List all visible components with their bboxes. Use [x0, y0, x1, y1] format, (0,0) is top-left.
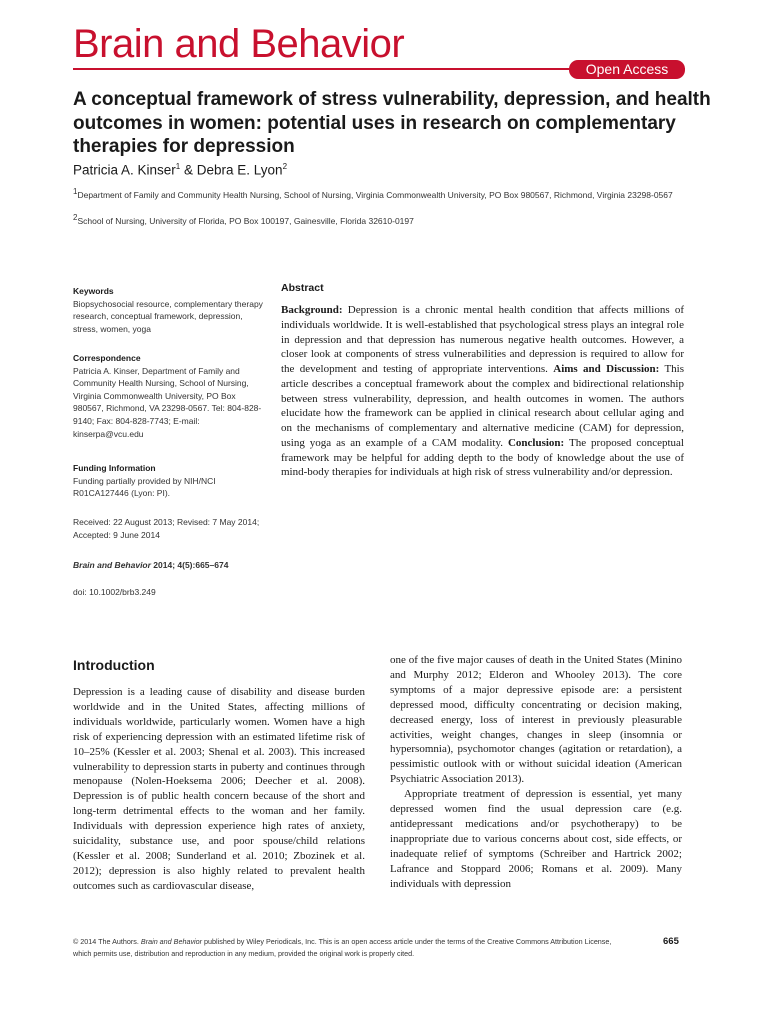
copyright-text: © 2014 The Authors. — [73, 937, 141, 946]
affiliation-text: School of Nursing, University of Florida, PO Box 100197, Gainesville, Florida 32610-0197 — [77, 215, 414, 226]
article-title: A conceptual framework of stress vulnerability, depression, and health outcomes in women: potential uses in research on complementary therapies for depression — [73, 89, 711, 157]
affiliation-1 — [73, 186, 693, 201]
correspondence-block — [73, 352, 265, 440]
funding-text: Funding partially provided by NIH/NCI R01CA127446 (Lyon: PI). — [73, 475, 216, 499]
author-separator: & — [180, 162, 197, 178]
copyright-license: published by Wiley Periodicals, Inc. This is an open access article under the terms of the Creative Commons Attribution License, which permits use, distribution and reproduction in any medium, provided the original work is properly cited. — [73, 937, 612, 958]
keywords-block — [73, 285, 265, 335]
dates-text: Received: 22 August 2013; Revised: 7 May 2014; Accepted: 9 June 2014 — [73, 517, 260, 540]
citation — [73, 559, 265, 572]
citation-journal: Brain and Behavior — [73, 560, 151, 570]
keywords-text: Biopsychosocial resource, complementary therapy research, conceptual framework, depression, stress, women, yoga — [73, 298, 263, 334]
aims-label: Aims and Discussion: — [553, 363, 660, 375]
body-right-column — [390, 653, 682, 892]
doi[interactable]: doi: 10.1002/brb3.249 — [73, 587, 156, 597]
copyright-notice — [73, 936, 613, 959]
abstract-body — [281, 303, 684, 480]
author-name: Debra E. Lyon — [196, 162, 283, 178]
background-label: Background: — [281, 304, 343, 316]
author-name: Patricia A. Kinser — [73, 162, 176, 178]
affiliation-number: 1 — [73, 187, 78, 196]
aims-text: This article describes a conceptual framework about the complex and bidirectional relationship between stress vulnerability, depression, and health outcomes in women. The authors elucidate how the framework can be applied in clinical research about cellular aging and on the mechanisms of complementary and alternative medicine (CAM) for depression, using yoga as an example of a CAM modality. — [281, 363, 685, 449]
funding-block — [73, 462, 265, 500]
citation-volume: 2014; 4(5):665–674 — [150, 560, 229, 570]
keywords-heading: Keywords — [73, 286, 114, 296]
correspondence-text: Patricia A. Kinser, Department of Family and Community Health Nursing, School of Nursing, Virginia Commonwealth University, PO Box 980567, Richmond, VA 23298-0567. Tel: 804-828-9140; Fax: 804-828-7743; E-mail: kinserpa@vcu.edu — [73, 365, 262, 439]
affiliation-2 — [73, 212, 693, 227]
funding-heading: Funding Information — [73, 463, 156, 473]
body-paragraph: one of the five major causes of death in the United States (Minino and Murphy 2012; Elderon and Whooley 2013). The core symptoms of a major depressive episode are: a persistent depressed mood, difficulty concentrating or decision making, decreased energy, loss of interest in previously pleasurable activities, weight changes, changes in sleep (insomnia or hypersomnia), psychomotor changes (agitation or retardation), a pessimistic outlook with or without suicidal ideation (American Psychiatric Association 2013). — [390, 654, 682, 786]
conclusion-label: Conclusion: — [507, 436, 565, 449]
affiliation-marker: 2 — [282, 162, 288, 171]
copyright-journal: Brain and Behavior — [140, 937, 203, 946]
page-number: 665 — [663, 936, 679, 947]
conclusion-text: The proposed conceptual framework may be helpful for adding depth to the body of knowledge about the use of mind-body therapies for individuals at high risk of stress vulnerability and/or depression. — [281, 436, 684, 479]
abstract-heading: Abstract — [281, 282, 324, 294]
affiliation-text: Department of Family and Community Health Nursing, School of Nursing, Virginia Commonwealth University, PO Box 980567, Richmond, Virginia 23298-0567 — [77, 189, 673, 200]
background-text: Depression is a chronic mental health condition that affects millions of individuals worldwide. It is well-established that psychological stress plays an integral role in depression and that depression has numerous negative health outcomes. However, a closer look at components of stress vulnerabilities and depression is required to allow for the development and testing of appropriate interventions. — [281, 304, 684, 375]
correspondence-heading: Correspondence — [73, 353, 141, 363]
body-paragraph: Appropriate treatment of depression is essential, yet many depressed women find the usual depression care (e.g. antidepressant medications and/or psychotherapy) to be inappropriate due to various concerns about cost, side effects, or inadequate relief of symptoms (Schreiber and Hartrick 2002; Lafrance and Stoppard 2006; Romans et al. 2009). Many individuals with depression — [390, 788, 682, 890]
introduction-heading: Introduction — [73, 657, 155, 673]
affiliation-number: 2 — [73, 213, 78, 222]
introduction-paragraph-1: Depression is a leading cause of disability and disease burden worldwide and in the United States, affecting millions of individuals worldwide, particularly women. Women have a high risk of experiencing depression with an estimated lifetime risk of 10–25% (Kessler et al. 2003; Shenal et al. 2003). This increased vulnerability to depression starts in puberty and continues through menopause (Nolen-Hoeksema 2006; Deecher et al. 2008). Depression is of public health concern because of the short and long-term detrimental effects to the woman and her family. Individuals with depression experience high rates of anxiety, suicidality, substance use, and poor spouse/child relations (Kessler et al. 2008; Sunderland et al. 2010; Zbozinek et al. 2012); depression is also highly related to prevalent health outcomes such as cardiovascular disease, — [73, 686, 365, 892]
affiliation-marker: 1 — [175, 162, 181, 171]
open-access-badge: Open Access — [569, 60, 685, 79]
author-line — [73, 162, 287, 178]
journal-title: Brain and Behavior — [73, 22, 405, 66]
